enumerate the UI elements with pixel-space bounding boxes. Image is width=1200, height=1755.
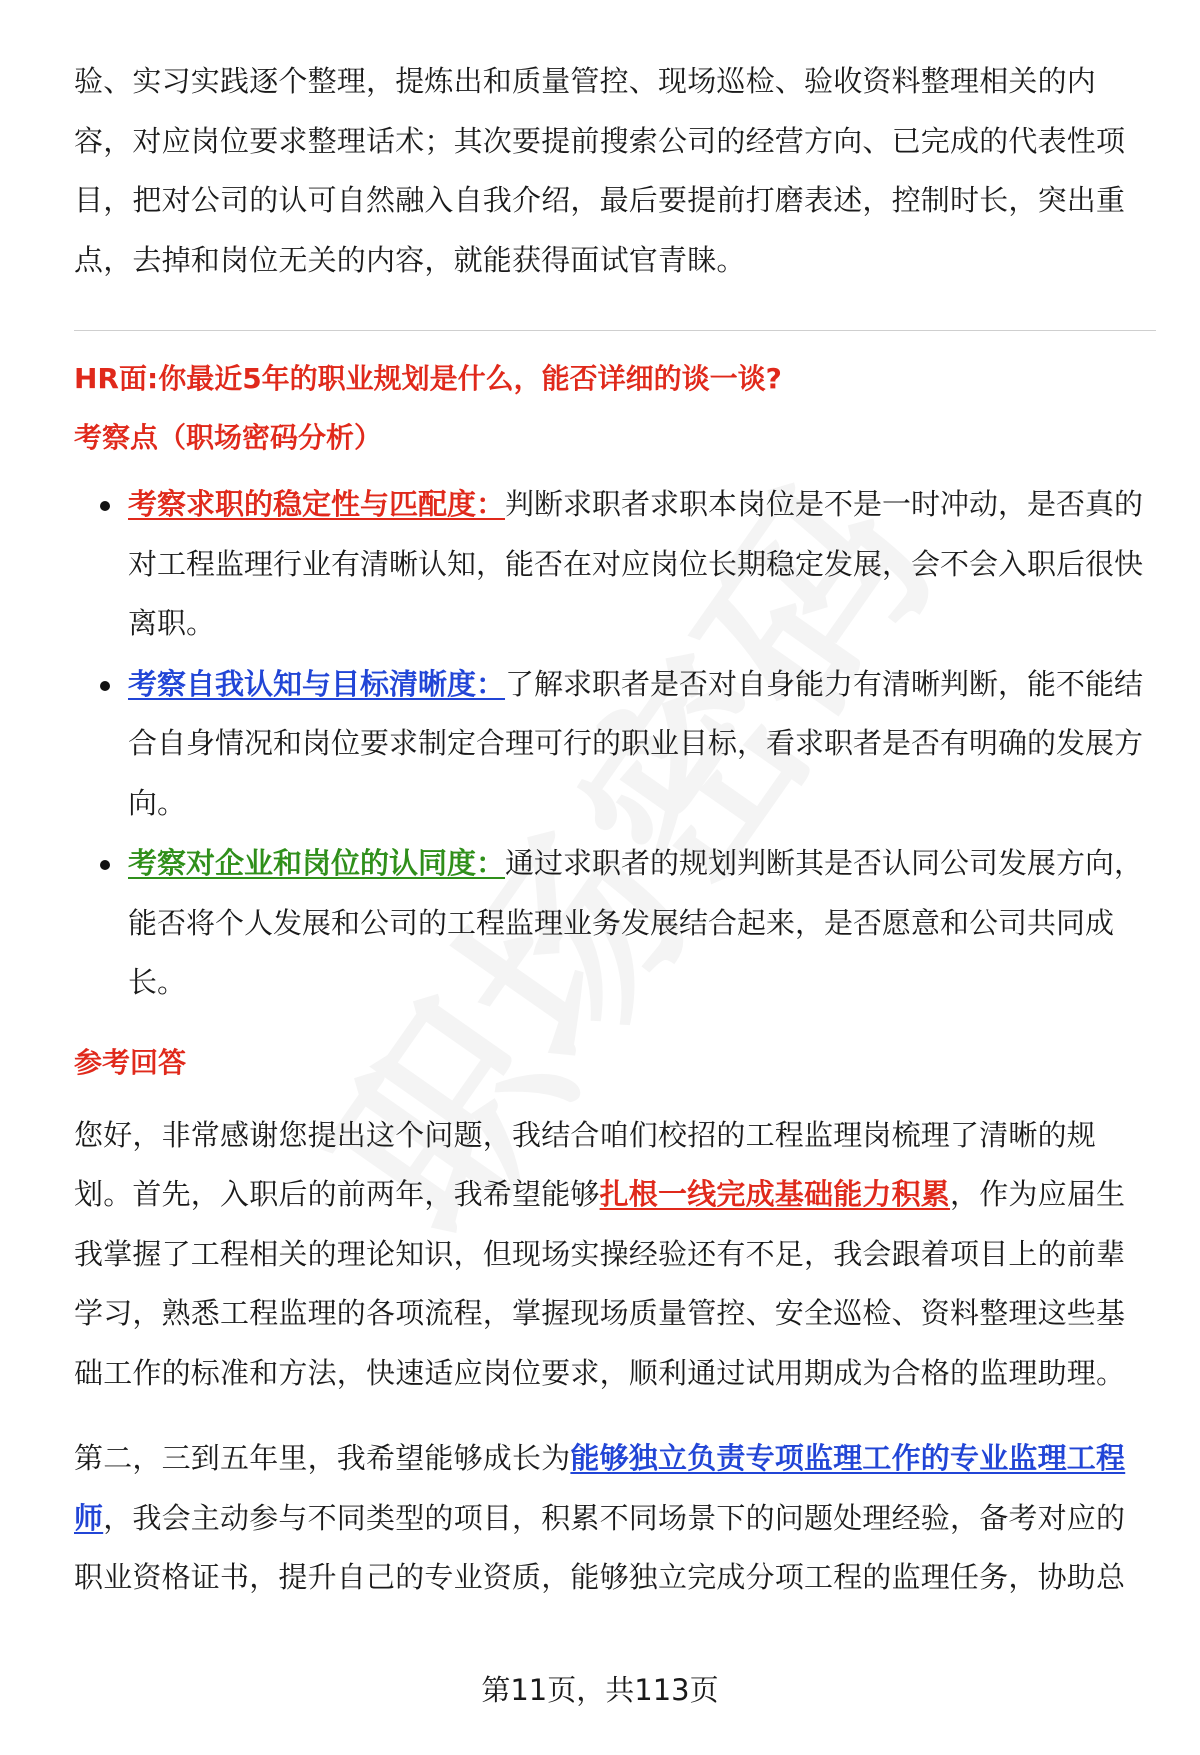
answer-heading: 参考回答 xyxy=(74,1045,187,1079)
answer-p2-text-end: ，我会主动参与不同类型的项目，积累不同场景下的问题处理经验，备考对应的职业资格证书，提升自己的专业资质，能够独立完成分项工程的监理任务，协助总 xyxy=(74,1500,1126,1594)
section-divider xyxy=(74,330,1156,331)
answer-p2-highlight: 能够独立负责专项监理工作的专业监理工程师 xyxy=(74,1441,1126,1535)
answer-paragraph-2 xyxy=(74,1429,1154,1608)
answer-p1-text-end: ，作为应届生我掌握了工程相关的理论知识，但现场实操经验还有不足，我会跟着项目上的前辈学习，熟悉工程监理的各项流程，掌握现场质量管控、安全巡检、资料整理这些基础工作的标准和方法，快速适应岗位要求，顺利通过试用期成为合格的监理助理。 xyxy=(74,1177,1126,1390)
analysis-text-self-awareness: 了解求职者是否对自身能力有清晰判断，能不能结合自身情况和岗位要求制定合理可行的职业目标，看求职者是否有明确的发展方向。 xyxy=(128,666,1144,820)
answer-p1-text-start: 您好，非常感谢您提出这个问题，我结合咱们校招的工程监理岗梳理了清晰的规划。首先，入职后的前两年，我希望能够 xyxy=(74,1117,1097,1211)
list-item xyxy=(128,655,1154,834)
bullet-dot-icon xyxy=(100,681,110,691)
intro-paragraph: 验、实习实践逐个整理，提炼出和质量管控、现场巡检、验收资料整理相关的内容，对应岗位要求整理话术；其次要提前搜索公司的经营方向、已完成的代表性项目，把对公司的认可自然融入自我介绍，最后要提前打磨表述，控制时长，突出重点，去掉和岗位无关的内容，就能获得面试官青睐。 xyxy=(74,64,1126,277)
page-number: 第11页，共113页 xyxy=(481,1673,719,1707)
analysis-text-identification: 通过求职者的规划判断其是否认同公司发展方向，能否将个人发展和公司的工程监理业务发展结合起来，是否愿意和公司共同成长。 xyxy=(128,846,1144,999)
list-item xyxy=(128,834,1154,1013)
question-title: HR面:你最近5年的职业规划是什么，能否详细的谈一谈? xyxy=(74,362,782,395)
answer-p2-text-start: 第二，三到五年里，我希望能够成长为 xyxy=(74,1441,571,1475)
analysis-text-stability: 判断求职者求职本岗位是不是一时冲动，是否真的对工程监理行业有清晰认知，能否在对应岗位长期稳定发展，会不会入职后很快离职。 xyxy=(128,487,1144,640)
bullet-dot-icon xyxy=(100,860,110,870)
answer-p1-highlight: 扎根一线完成基础能力积累 xyxy=(599,1177,951,1211)
list-item xyxy=(128,475,1154,654)
analysis-list xyxy=(74,475,1154,1013)
analysis-heading: 考察点（职场密码分析） xyxy=(74,421,383,454)
answer-paragraph-1 xyxy=(74,1106,1154,1404)
analysis-keyword-identification: 考察对企业和岗位的认同度： xyxy=(128,846,506,880)
page-content xyxy=(74,52,1154,1608)
analysis-keyword-stability: 考察求职的稳定性与匹配度： xyxy=(128,487,506,521)
analysis-keyword-self-awareness: 考察自我认知与目标清晰度： xyxy=(128,666,506,701)
bullet-dot-icon xyxy=(100,501,110,511)
